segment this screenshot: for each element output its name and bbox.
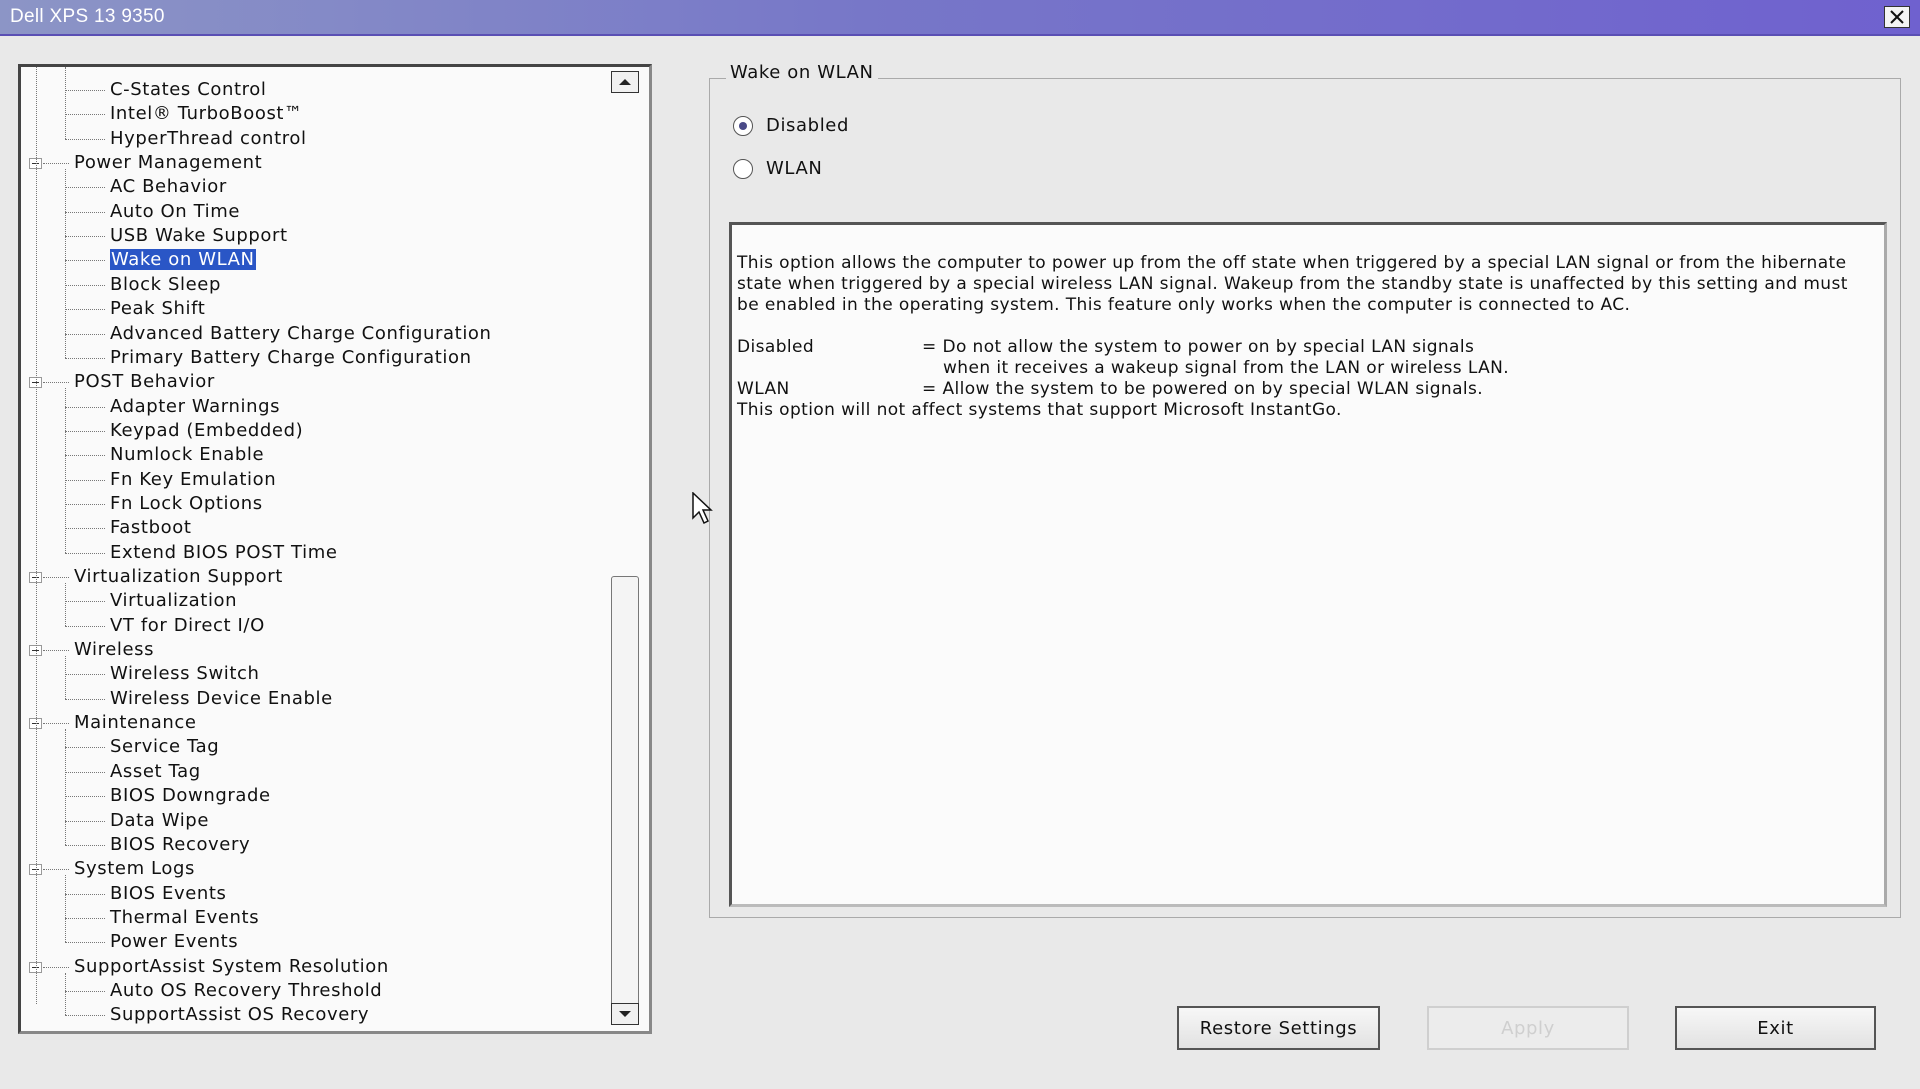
tree-item-label: Maintenance <box>74 712 197 734</box>
tree-category[interactable] <box>74 956 389 978</box>
tree-item-label: Fastboot <box>110 517 192 539</box>
description-note: This option will not affect systems that support Microsoft InstantGo. <box>737 400 1342 420</box>
window-title: Dell XPS 13 9350 <box>10 6 165 27</box>
tree-connector <box>43 869 69 870</box>
tree-connector <box>65 772 105 773</box>
tree-connector <box>65 334 105 335</box>
tree-item-label: Virtualization <box>110 590 238 612</box>
tree-connector <box>65 236 105 237</box>
tree-item-label: Data Wipe <box>110 809 210 831</box>
mouse-cursor-icon <box>692 492 718 526</box>
tree-item[interactable] <box>110 590 237 612</box>
tree-item[interactable] <box>110 249 256 271</box>
tree-connector <box>65 504 105 505</box>
tree-category[interactable] <box>74 371 215 393</box>
tree-item-label: System Logs <box>74 858 195 880</box>
tree-item-label: SupportAssist System Resolution <box>74 955 389 977</box>
tree-connector <box>65 388 66 552</box>
tree-item-label: Wireless <box>74 639 155 661</box>
tree-item-label: Adapter Warnings <box>110 395 281 417</box>
tree-item-label: Service Tag <box>110 736 220 758</box>
tree-item-label: Auto On Time <box>110 200 241 222</box>
tree-connector <box>65 309 105 310</box>
tree-connector <box>65 845 105 846</box>
tree-item-label: Asset Tag <box>110 760 201 782</box>
tree-item-label: Power Management <box>74 152 263 174</box>
tree-item-label: Numlock Enable <box>110 444 265 466</box>
tree-item-label: Peak Shift <box>110 298 206 320</box>
tree-connector <box>65 455 105 456</box>
tree-connector <box>65 114 105 115</box>
radio-button-icon[interactable] <box>733 116 753 136</box>
tree-connector <box>65 139 105 140</box>
tree-connector <box>65 187 105 188</box>
tree-item[interactable] <box>110 323 492 345</box>
tree-item-label: Keypad (Embedded) <box>110 419 304 441</box>
tree-item[interactable] <box>110 615 265 637</box>
tree-item[interactable] <box>110 810 209 832</box>
tree-item-label: Wireless Device Enable <box>110 687 333 709</box>
tree-item-label: C-States Control <box>110 79 267 100</box>
tree-scrollbar[interactable] <box>611 71 639 1025</box>
tree-connector <box>65 67 66 139</box>
tree-item[interactable] <box>110 907 259 929</box>
tree-connector <box>65 583 66 626</box>
tree-connector <box>65 358 105 359</box>
tree-item[interactable] <box>110 663 260 685</box>
tree-item-label: AC Behavior <box>110 176 227 198</box>
tree-item[interactable] <box>110 128 307 150</box>
tree-item[interactable] <box>110 298 205 320</box>
tree-item[interactable] <box>110 225 288 247</box>
tree-item-label: Virtualization Support <box>74 566 283 587</box>
tree-item[interactable] <box>110 785 271 807</box>
tree-connector <box>65 407 105 408</box>
tree-connector <box>43 382 69 383</box>
description-box <box>729 222 1887 907</box>
restore-settings-button[interactable]: Restore Settings <box>1177 1006 1380 1050</box>
radio-label: WLAN <box>766 158 823 179</box>
settings-tree[interactable] <box>18 64 652 1034</box>
tree-connector <box>65 991 105 992</box>
tree-item-label: Fn Key Emulation <box>110 468 277 490</box>
tree-item[interactable] <box>110 736 219 758</box>
tree-item[interactable] <box>110 274 221 296</box>
tree-item-label: Wireless Switch <box>110 663 260 685</box>
tree-connector <box>43 163 69 164</box>
tree-connector <box>36 67 37 1004</box>
tree-connector <box>65 875 66 942</box>
tree-category[interactable] <box>74 858 195 880</box>
group-title: Wake on WLAN <box>726 62 878 83</box>
tree-connector <box>65 973 66 1016</box>
tree-item-label: SupportAssist OS Recovery <box>110 1004 370 1026</box>
tree-item-label: BIOS Events <box>110 882 227 904</box>
tree-item-label: HyperThread control <box>110 127 307 149</box>
tree-connector <box>65 480 105 481</box>
tree-category[interactable] <box>74 566 283 588</box>
tree-category[interactable] <box>74 712 197 734</box>
tree-connector <box>65 90 105 91</box>
tree-item[interactable] <box>110 347 472 369</box>
tree-connector <box>65 796 105 797</box>
close-button[interactable] <box>1884 6 1910 28</box>
radio-button-icon[interactable] <box>733 159 753 179</box>
scroll-up-button[interactable] <box>611 71 639 93</box>
tree-connector <box>65 729 66 845</box>
arrow-down-icon <box>612 1004 638 1024</box>
description-intro: This option allows the computer to power up from the off state when triggered by a special LAN signal or from the hibernate state when triggered by a special wireless LAN signal. Wakeup from the standby state is unaffected by this setting and must be enabled in the operating system. This feature only works when the computer is connected to AC. <box>737 253 1848 315</box>
tree-connector <box>43 577 69 578</box>
tree-item[interactable] <box>110 469 276 491</box>
tree-connector <box>65 821 105 822</box>
tree-item-label: VT for Direct I/O <box>110 614 265 636</box>
tree-item-label: BIOS Downgrade <box>110 785 271 807</box>
tree-item-label: Auto OS Recovery Threshold <box>110 979 383 1001</box>
tree-connector <box>65 942 105 943</box>
tree-connector <box>65 1015 105 1016</box>
wlan-value: = Allow the system to be powered on by special WLAN signals. <box>922 379 1484 399</box>
exit-button[interactable]: Exit <box>1675 1006 1876 1050</box>
tree-connector <box>65 674 105 675</box>
tree-connector <box>65 894 105 895</box>
tree-item-label: Power Events <box>110 931 239 953</box>
disabled-value: = Do not allow the system to power on by special LAN signals <box>922 337 1475 357</box>
arrow-up-icon <box>612 72 638 92</box>
tree-connector <box>65 626 105 627</box>
tree-item-label: Extend BIOS POST Time <box>110 541 338 563</box>
tree-connector <box>65 699 105 700</box>
tree-connector <box>65 601 105 602</box>
tree-item-label: POST Behavior <box>74 371 215 393</box>
tree-item-label: Wake on WLAN <box>111 249 255 271</box>
tree-connector <box>65 169 66 358</box>
disabled-key: Disabled <box>737 337 815 357</box>
tree-category[interactable] <box>74 639 154 661</box>
tree-item-label: Intel® TurboBoost™ <box>110 103 303 125</box>
tree-item[interactable] <box>110 883 227 905</box>
tree-connector <box>65 918 105 919</box>
tree-item-label: Fn Lock Options <box>110 492 263 514</box>
tree-connector <box>43 650 69 651</box>
tree-connector <box>65 656 66 699</box>
tree-item-label: Advanced Battery Charge Configuration <box>110 322 492 344</box>
tree-item-label: Primary Battery Charge Configuration <box>110 346 472 368</box>
tree-item[interactable] <box>110 931 238 953</box>
tree-item[interactable] <box>110 761 201 783</box>
tree-connector <box>65 528 105 529</box>
tree-viewport <box>21 67 603 1031</box>
tree-item-label: BIOS Recovery <box>110 833 251 855</box>
tree-connector <box>65 747 105 748</box>
tree-connector <box>43 967 69 968</box>
tree-item[interactable] <box>110 1004 369 1026</box>
tree-category[interactable] <box>74 152 262 174</box>
tree-item[interactable] <box>110 980 382 1002</box>
tree-item[interactable] <box>110 444 264 466</box>
disabled-value-cont: when it receives a wakeup signal from the LAN or wireless LAN. <box>943 358 1510 378</box>
tree-item[interactable] <box>110 542 338 564</box>
tree-connector <box>65 285 105 286</box>
scroll-thumb[interactable] <box>611 576 639 1006</box>
tree-item[interactable] <box>110 79 266 101</box>
tree-item[interactable] <box>110 420 303 442</box>
title-bar <box>0 0 1920 36</box>
tree-connector <box>43 723 69 724</box>
tree-item-label: Thermal Events <box>110 906 260 928</box>
tree-item[interactable] <box>110 834 250 856</box>
wlan-key: WLAN <box>737 379 790 399</box>
radio-label: Disabled <box>766 115 849 136</box>
tree-item[interactable] <box>110 176 227 198</box>
scroll-down-button[interactable] <box>611 1003 639 1025</box>
tree-item[interactable] <box>110 103 303 125</box>
tree-item[interactable] <box>110 688 333 710</box>
close-icon <box>1890 10 1904 24</box>
tree-item[interactable] <box>110 517 191 539</box>
tree-connector <box>65 431 105 432</box>
tree-item[interactable] <box>110 396 280 418</box>
tree-item[interactable] <box>110 493 263 515</box>
tree-item-label: Block Sleep <box>110 273 222 295</box>
tree-connector <box>65 260 105 261</box>
tree-item-label: USB Wake Support <box>110 225 288 247</box>
tree-connector <box>65 212 105 213</box>
tree-connector <box>65 553 105 554</box>
tree-item[interactable] <box>110 201 240 223</box>
apply-button[interactable]: Apply <box>1427 1006 1629 1050</box>
